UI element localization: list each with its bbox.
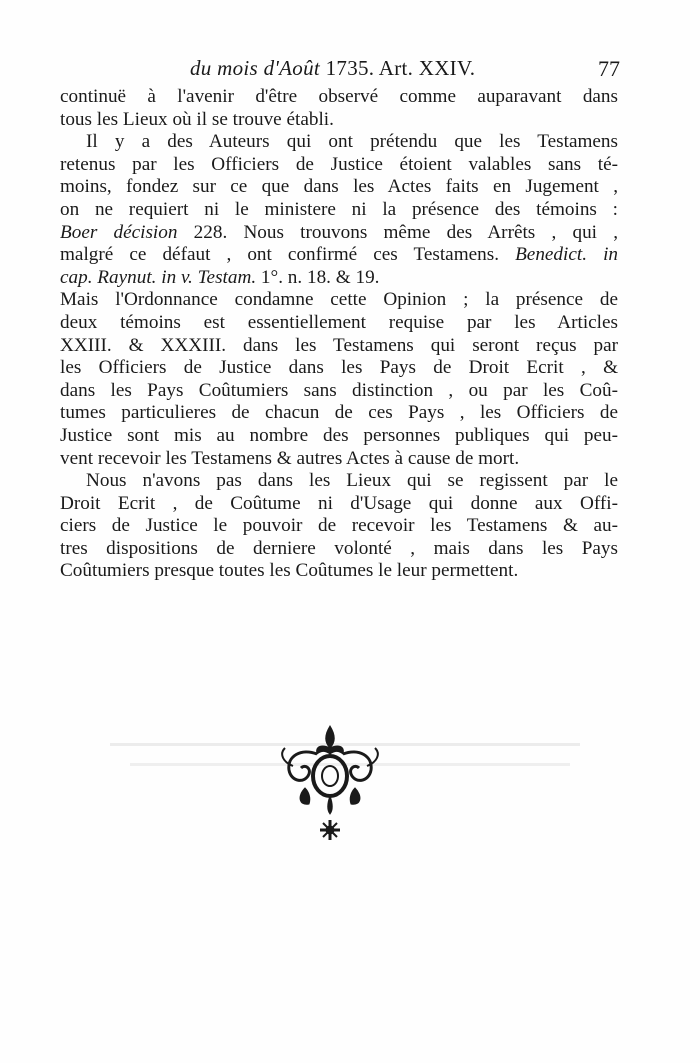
page-header <box>60 56 620 84</box>
text-line <box>60 402 618 425</box>
text-line <box>60 199 618 222</box>
italic-citation: Boer décision <box>60 221 178 243</box>
line-text: Justice sont mis au nombre des personnes publiques qui peu- <box>60 424 618 446</box>
text-line <box>60 176 618 199</box>
running-head-italic: du mois d'Août <box>190 56 321 80</box>
text-line <box>60 86 618 109</box>
line-text: Nous n'avons pas dans les Lieux qui se regissent par le <box>86 470 618 492</box>
running-head-article: Art. XXIV. <box>378 56 476 80</box>
text-line <box>60 222 618 245</box>
line-text: Il y a des Auteurs qui ont prétendu que les Testamens <box>86 131 618 153</box>
text-line <box>60 357 618 380</box>
line-text: on ne requiert ni le ministere ni la présence des témoins : <box>60 198 618 220</box>
line-text: Coûtumiers presque toutes les Coûtumes le leur permettent. <box>60 560 519 582</box>
line-text: 1°. n. 18. & 19. <box>256 266 380 288</box>
text-line <box>60 335 618 358</box>
line-text: dans les Pays Coûtumiers sans distinction , ou par les Coû- <box>60 379 618 401</box>
text-line <box>60 289 618 312</box>
line-text: ciers de Justice le pouvoir de recevoir les Testamens & au- <box>60 515 618 537</box>
text-line <box>60 493 618 516</box>
line-text: moins, fondez sur ce que dans les Actes faits en Jugement , <box>60 176 618 198</box>
line-text: XXIII. & XXXIII. dans les Testamens qui seront reçus par <box>60 334 618 356</box>
line-text: malgré ce défaut , ont confirmé ces Testamens. <box>60 244 516 266</box>
page-number: 77 <box>598 56 620 81</box>
italic-citation: cap. Raynut. in v. Testam. <box>60 266 257 288</box>
fleuron-tailpiece-icon <box>275 718 385 848</box>
text-line <box>60 131 618 154</box>
line-text: vent recevoir les Testamens & autres Actes à cause de mort. <box>60 447 520 469</box>
running-head <box>190 56 475 81</box>
text-line <box>60 109 618 132</box>
line-text: retenus par les Officiers de Justice étoient valables sans té- <box>60 153 618 175</box>
running-head-year: 1735. <box>325 56 375 80</box>
body-text <box>60 86 618 583</box>
text-line <box>60 560 618 583</box>
text-line <box>60 515 618 538</box>
text-line <box>60 244 618 267</box>
text-line <box>60 425 618 448</box>
text-line <box>60 154 618 177</box>
line-text: continuë à l'avenir d'être observé comme auparavant dans <box>60 86 618 107</box>
line-text: tres dispositions de derniere volonté , mais dans les Pays <box>60 537 618 559</box>
line-text: Droit Ecrit , de Coûtume ni d'Usage qui donne aux Offi- <box>60 492 618 514</box>
line-text: tumes particulieres de chacun de ces Pays , les Officiers de <box>60 402 618 424</box>
text-line <box>60 267 618 290</box>
line-text: 228. Nous trouvons même des Arrêts , qui , <box>177 221 618 243</box>
text-line <box>60 470 618 493</box>
text-line <box>60 448 618 471</box>
line-text: tous les Lieux où il se trouve établi. <box>60 108 334 130</box>
italic-citation: Benedict. in <box>515 244 618 266</box>
text-line <box>60 380 618 403</box>
line-text: deux témoins est essentiellement requise par les Articles <box>60 311 618 333</box>
line-text: Mais l'Ordonnance condamne cette Opinion ; la présence de <box>60 289 618 311</box>
text-line <box>60 312 618 335</box>
text-line <box>60 538 618 561</box>
line-text: les Officiers de Justice dans les Pays de Droit Ecrit , & <box>60 357 618 379</box>
